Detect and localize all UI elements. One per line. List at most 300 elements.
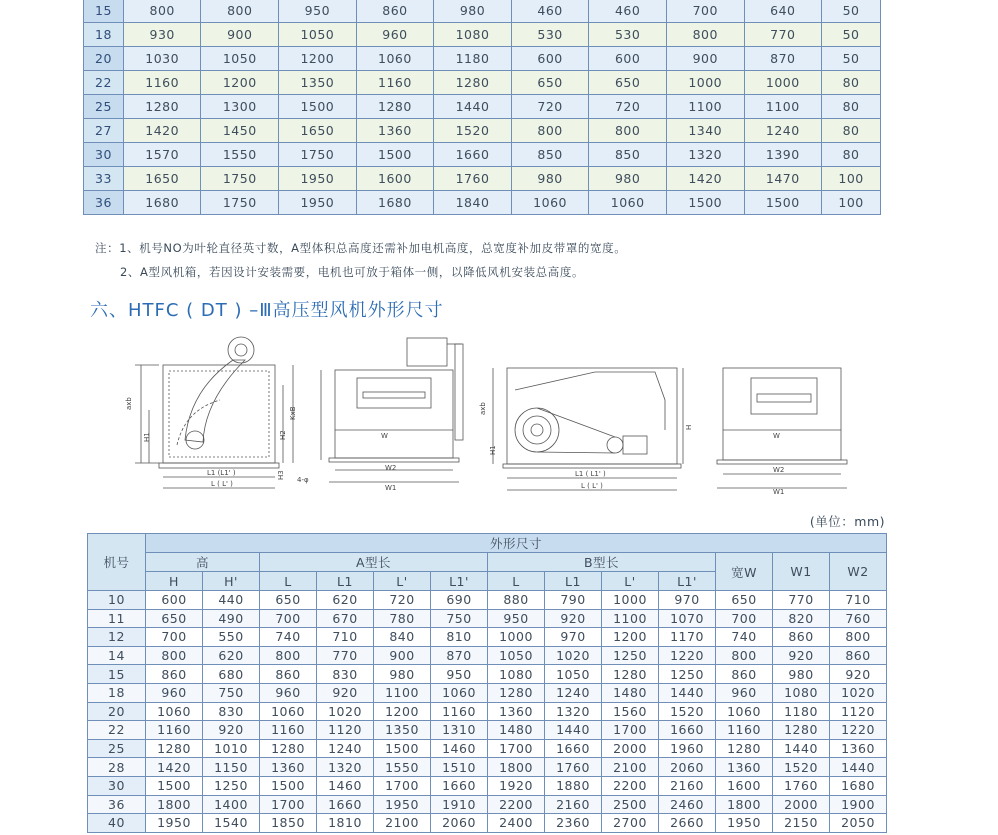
table-cell: 1520 xyxy=(659,702,716,721)
table-cell: 800 xyxy=(716,646,773,665)
model-number-cell: 28 xyxy=(88,758,146,777)
table-cell: 1760 xyxy=(434,167,512,191)
table-cell: 1010 xyxy=(203,739,260,758)
label-w-4: W xyxy=(773,432,780,440)
table-cell: 1310 xyxy=(431,721,488,740)
table-cell: 1160 xyxy=(431,702,488,721)
model-number-cell: 36 xyxy=(84,191,124,215)
table-cell: 2100 xyxy=(374,814,431,833)
table-cell: 1280 xyxy=(146,739,203,758)
table-cell: 1060 xyxy=(589,191,667,215)
table-cell: 720 xyxy=(511,95,589,119)
table-cell: 1850 xyxy=(260,814,317,833)
table-cell: 1500 xyxy=(279,95,357,119)
table-cell: 1750 xyxy=(201,167,279,191)
table-cell: 460 xyxy=(511,0,589,23)
table-row xyxy=(84,95,881,119)
table-cell: 1000 xyxy=(666,71,744,95)
table-cell: 900 xyxy=(374,646,431,665)
table-cell: 960 xyxy=(356,23,434,47)
table-cell: 1160 xyxy=(123,71,201,95)
label-h-3: H xyxy=(685,424,693,430)
table-cell: 1680 xyxy=(356,191,434,215)
table-cell: 710 xyxy=(830,591,887,610)
table-cell: 530 xyxy=(511,23,589,47)
table-cell: 1080 xyxy=(488,665,545,684)
table-cell: 720 xyxy=(374,591,431,610)
table-cell: 920 xyxy=(773,646,830,665)
table-cell: 1220 xyxy=(659,646,716,665)
table-cell: 2000 xyxy=(602,739,659,758)
table-cell: 100 xyxy=(822,191,881,215)
header-b-length: B型长 xyxy=(488,553,716,572)
table-cell: 1660 xyxy=(431,776,488,795)
table-cell: 1700 xyxy=(602,721,659,740)
model-number-cell: 12 xyxy=(88,628,146,647)
table-cell: 850 xyxy=(589,143,667,167)
table-cell: 100 xyxy=(822,167,881,191)
model-number-cell: 18 xyxy=(84,23,124,47)
table-cell: 2160 xyxy=(545,795,602,814)
table-cell: 1540 xyxy=(203,814,260,833)
sub-header-cell: L1' xyxy=(431,572,488,591)
sub-header-cell: H xyxy=(146,572,203,591)
table-cell: 490 xyxy=(203,609,260,628)
label-l-3: L ( L' ) xyxy=(581,482,603,490)
table-cell: 1360 xyxy=(260,758,317,777)
table-row xyxy=(88,721,887,740)
table-cell: 1460 xyxy=(317,776,374,795)
table-cell: 920 xyxy=(830,665,887,684)
table-row xyxy=(88,646,887,665)
table-cell: 800 xyxy=(146,646,203,665)
label-w-2: W xyxy=(381,432,388,440)
table-cell: 1000 xyxy=(744,71,822,95)
table-cell: 740 xyxy=(716,628,773,647)
table-cell: 1950 xyxy=(146,814,203,833)
table-cell: 1200 xyxy=(201,71,279,95)
table-cell: 1420 xyxy=(146,758,203,777)
table-cell: 1050 xyxy=(201,47,279,71)
table-cell: 1320 xyxy=(317,758,374,777)
table-row xyxy=(84,47,881,71)
table-cell: 920 xyxy=(545,609,602,628)
model-number-cell: 22 xyxy=(84,71,124,95)
table-cell: 2100 xyxy=(602,758,659,777)
sub-header-cell: L xyxy=(488,572,545,591)
label-w2-4: W2 xyxy=(773,466,785,474)
table-cell: 650 xyxy=(716,591,773,610)
table-cell: 1800 xyxy=(488,758,545,777)
table-cell: 1600 xyxy=(356,167,434,191)
table-cell: 770 xyxy=(317,646,374,665)
table-cell: 1460 xyxy=(431,739,488,758)
table-cell: 1360 xyxy=(830,739,887,758)
table-cell: 920 xyxy=(203,721,260,740)
sub-header-cell: L1 xyxy=(545,572,602,591)
table-cell: 1400 xyxy=(203,795,260,814)
table-cell: 900 xyxy=(666,47,744,71)
table-cell: 2360 xyxy=(545,814,602,833)
table-cell: 800 xyxy=(666,23,744,47)
table-cell: 1420 xyxy=(123,119,201,143)
table-cell: 1450 xyxy=(201,119,279,143)
fan-outline-drawings xyxy=(125,330,865,500)
table-cell: 1160 xyxy=(260,721,317,740)
table-cell: 80 xyxy=(822,71,881,95)
table-row xyxy=(84,0,881,23)
table-cell: 1950 xyxy=(279,191,357,215)
table-cell: 1050 xyxy=(545,665,602,684)
table-cell: 780 xyxy=(374,609,431,628)
table-cell: 1280 xyxy=(602,665,659,684)
table-cell: 1950 xyxy=(374,795,431,814)
table-row xyxy=(88,739,887,758)
table-cell: 2700 xyxy=(602,814,659,833)
table-cell: 1440 xyxy=(434,95,512,119)
table-cell: 2460 xyxy=(659,795,716,814)
model-number-cell: 27 xyxy=(84,119,124,143)
label-w1-4: W1 xyxy=(773,488,785,496)
table-cell: 1070 xyxy=(659,609,716,628)
table-cell: 1160 xyxy=(716,721,773,740)
table-cell: 650 xyxy=(260,591,317,610)
table-cell: 800 xyxy=(830,628,887,647)
table-cell: 1220 xyxy=(830,721,887,740)
drawing-front-view-a xyxy=(321,338,463,482)
table-cell: 1810 xyxy=(317,814,374,833)
table-cell: 1020 xyxy=(830,683,887,702)
table-cell: 550 xyxy=(203,628,260,647)
header-w1: W1 xyxy=(773,553,830,591)
table-cell: 920 xyxy=(317,683,374,702)
table-cell: 1500 xyxy=(146,776,203,795)
table-cell: 460 xyxy=(589,0,667,23)
table-cell: 530 xyxy=(589,23,667,47)
table-cell: 1510 xyxy=(431,758,488,777)
table-cell: 1240 xyxy=(317,739,374,758)
sub-header-cell: L1 xyxy=(317,572,374,591)
table-cell: 960 xyxy=(146,683,203,702)
table-cell: 1680 xyxy=(123,191,201,215)
table-cell: 760 xyxy=(830,609,887,628)
table-cell: 1390 xyxy=(744,143,822,167)
table-cell: 720 xyxy=(589,95,667,119)
table-cell: 1950 xyxy=(279,167,357,191)
table-cell: 800 xyxy=(201,0,279,23)
table-cell: 1060 xyxy=(356,47,434,71)
table-cell: 1700 xyxy=(488,739,545,758)
table-cell: 1100 xyxy=(666,95,744,119)
table-cell: 1280 xyxy=(356,95,434,119)
table-cell: 650 xyxy=(589,71,667,95)
label-h1-3: H1 xyxy=(489,445,497,455)
table-cell: 1440 xyxy=(830,758,887,777)
table-cell: 1750 xyxy=(201,191,279,215)
sub-header-cell: H' xyxy=(203,572,260,591)
table-cell: 800 xyxy=(260,646,317,665)
model-number-cell: 36 xyxy=(88,795,146,814)
table-cell: 80 xyxy=(822,143,881,167)
table-cell: 1360 xyxy=(356,119,434,143)
table-cell: 1320 xyxy=(545,702,602,721)
table-cell: 2050 xyxy=(830,814,887,833)
model-number-cell: 15 xyxy=(84,0,124,23)
table-cell: 690 xyxy=(431,591,488,610)
table-cell: 80 xyxy=(822,119,881,143)
table-cell: 1100 xyxy=(744,95,822,119)
table-cell: 1500 xyxy=(260,776,317,795)
table-row xyxy=(84,191,881,215)
model-number-cell: 25 xyxy=(88,739,146,758)
header-w2: W2 xyxy=(830,553,887,591)
label-l1-3: L1 ( L1' ) xyxy=(575,470,606,478)
table-cell: 1910 xyxy=(431,795,488,814)
table-cell: 1520 xyxy=(773,758,830,777)
table-cell: 1280 xyxy=(260,739,317,758)
table-row xyxy=(88,683,887,702)
table-cell: 1300 xyxy=(201,95,279,119)
table-cell: 1060 xyxy=(511,191,589,215)
model-number-cell: 33 xyxy=(84,167,124,191)
table-row xyxy=(84,119,881,143)
table-row xyxy=(88,628,887,647)
model-number-cell: 14 xyxy=(88,646,146,665)
table-cell: 980 xyxy=(773,665,830,684)
table-row xyxy=(84,71,881,95)
table-cell: 2000 xyxy=(773,795,830,814)
header-gao: 高 xyxy=(146,553,260,572)
table-cell: 1420 xyxy=(666,167,744,191)
table-cell: 860 xyxy=(773,628,830,647)
table-cell: 820 xyxy=(773,609,830,628)
table-cell: 1030 xyxy=(123,47,201,71)
table-row xyxy=(88,591,887,610)
table-cell: 860 xyxy=(830,646,887,665)
table-row xyxy=(88,776,887,795)
table-cell: 640 xyxy=(744,0,822,23)
label-w2-2: W2 xyxy=(385,464,397,472)
table-cell: 1470 xyxy=(744,167,822,191)
model-number-cell: 30 xyxy=(84,143,124,167)
table-cell: 710 xyxy=(317,628,374,647)
table-cell: 1550 xyxy=(201,143,279,167)
table-cell: 1520 xyxy=(434,119,512,143)
table-cell: 2060 xyxy=(431,814,488,833)
table-cell: 1180 xyxy=(773,702,830,721)
table-cell: 1060 xyxy=(716,702,773,721)
table-cell: 860 xyxy=(260,665,317,684)
model-number-cell: 20 xyxy=(84,47,124,71)
table-cell: 1900 xyxy=(830,795,887,814)
table-cell: 1180 xyxy=(434,47,512,71)
table-cell: 980 xyxy=(434,0,512,23)
table-cell: 1320 xyxy=(666,143,744,167)
table-row xyxy=(88,758,887,777)
table-cell: 1500 xyxy=(356,143,434,167)
table-cell: 1020 xyxy=(545,646,602,665)
table-cell: 830 xyxy=(203,702,260,721)
model-number-cell: 15 xyxy=(88,665,146,684)
table-cell: 1150 xyxy=(203,758,260,777)
table-cell: 1060 xyxy=(431,683,488,702)
table-cell: 1660 xyxy=(659,721,716,740)
table-cell: 840 xyxy=(374,628,431,647)
table-cell: 1280 xyxy=(123,95,201,119)
table-cell: 1440 xyxy=(659,683,716,702)
table-cell: 1170 xyxy=(659,628,716,647)
table-cell: 1360 xyxy=(488,702,545,721)
table-cell: 1240 xyxy=(744,119,822,143)
table-cell: 1360 xyxy=(716,758,773,777)
table-cell: 970 xyxy=(545,628,602,647)
header-a-length: A型长 xyxy=(260,553,488,572)
table-cell: 1050 xyxy=(488,646,545,665)
table-cell: 1560 xyxy=(602,702,659,721)
table-cell: 1480 xyxy=(488,721,545,740)
table-cell: 950 xyxy=(279,0,357,23)
bottom-table-body xyxy=(88,591,887,833)
table-cell: 1960 xyxy=(659,739,716,758)
table-cell: 1280 xyxy=(434,71,512,95)
table-cell: 700 xyxy=(716,609,773,628)
drawing-side-view-a xyxy=(135,337,293,488)
top-table-body xyxy=(84,0,881,215)
header-width: 宽W xyxy=(716,553,773,591)
table-cell: 860 xyxy=(716,665,773,684)
table-cell: 680 xyxy=(203,665,260,684)
sub-header-cell: L' xyxy=(374,572,431,591)
label-kxb-1: KxB xyxy=(289,406,297,420)
table-row xyxy=(88,609,887,628)
table-cell: 830 xyxy=(317,665,374,684)
table-cell: 650 xyxy=(511,71,589,95)
label-bolt-2: 4-φ xyxy=(297,476,309,484)
table-cell: 1350 xyxy=(374,721,431,740)
unit-label: (单位：mm) xyxy=(809,514,885,529)
table-cell: 880 xyxy=(488,591,545,610)
table-cell: 600 xyxy=(511,47,589,71)
sub-header-cell: L xyxy=(260,572,317,591)
table-cell: 810 xyxy=(431,628,488,647)
table-cell: 1250 xyxy=(203,776,260,795)
table-cell: 2200 xyxy=(602,776,659,795)
table-cell: 1660 xyxy=(545,739,602,758)
table-cell: 2660 xyxy=(659,814,716,833)
table-cell: 2400 xyxy=(488,814,545,833)
table-cell: 970 xyxy=(659,591,716,610)
table-cell: 800 xyxy=(511,119,589,143)
table-cell: 1080 xyxy=(773,683,830,702)
table-cell: 1650 xyxy=(123,167,201,191)
table-cell: 1200 xyxy=(602,628,659,647)
model-number-cell: 18 xyxy=(88,683,146,702)
table-cell: 800 xyxy=(123,0,201,23)
model-number-cell: 10 xyxy=(88,591,146,610)
model-number-cell: 25 xyxy=(84,95,124,119)
table-cell: 980 xyxy=(374,665,431,684)
table-cell: 740 xyxy=(260,628,317,647)
table-cell: 1550 xyxy=(374,758,431,777)
table-cell: 900 xyxy=(201,23,279,47)
table-cell: 790 xyxy=(545,591,602,610)
bottom-table-head xyxy=(88,534,887,591)
table-cell: 1250 xyxy=(602,646,659,665)
table-cell: 2200 xyxy=(488,795,545,814)
table-cell: 1600 xyxy=(716,776,773,795)
table-cell: 1760 xyxy=(545,758,602,777)
table-cell: 1240 xyxy=(545,683,602,702)
table-cell: 1440 xyxy=(545,721,602,740)
table-cell: 1570 xyxy=(123,143,201,167)
table-cell: 800 xyxy=(589,119,667,143)
label-l1-1: L1 (L1' ) xyxy=(207,469,236,477)
table-cell: 1950 xyxy=(716,814,773,833)
table-cell: 50 xyxy=(822,0,881,23)
table-cell: 850 xyxy=(511,143,589,167)
table-row xyxy=(88,702,887,721)
table-cell: 870 xyxy=(431,646,488,665)
note-2: 2、A型风机箱，若因设计安装需要，电机也可放于箱体一侧，以降低风机安装总高度。 xyxy=(120,265,585,279)
table-cell: 2500 xyxy=(602,795,659,814)
section-title: 六、HTFC ( DT ) –Ⅲ高压型风机外形尺寸 xyxy=(90,300,444,321)
sub-header-cell: L' xyxy=(602,572,659,591)
table-cell: 700 xyxy=(260,609,317,628)
table-cell: 980 xyxy=(511,167,589,191)
model-number-cell: 11 xyxy=(88,609,146,628)
table-cell: 1100 xyxy=(602,609,659,628)
table-cell: 1920 xyxy=(488,776,545,795)
table-cell: 1000 xyxy=(488,628,545,647)
label-h3-2: H3 xyxy=(277,470,285,480)
table-cell: 930 xyxy=(123,23,201,47)
table-cell: 1680 xyxy=(830,776,887,795)
table-cell: 1280 xyxy=(488,683,545,702)
sub-header-cell: L1' xyxy=(659,572,716,591)
table-cell: 700 xyxy=(146,628,203,647)
table-cell: 1350 xyxy=(279,71,357,95)
table-cell: 650 xyxy=(146,609,203,628)
table-cell: 1800 xyxy=(716,795,773,814)
header-outer-size: 外形尺寸 xyxy=(146,534,887,553)
table-cell: 1480 xyxy=(602,683,659,702)
table-cell: 1120 xyxy=(830,702,887,721)
table-cell: 600 xyxy=(589,47,667,71)
label-w1-2: W1 xyxy=(385,484,397,492)
table-cell: 1340 xyxy=(666,119,744,143)
table-cell: 860 xyxy=(146,665,203,684)
table-cell: 1660 xyxy=(434,143,512,167)
label-l-1: L ( L' ) xyxy=(211,480,233,488)
table-cell: 80 xyxy=(822,95,881,119)
table-cell: 1000 xyxy=(602,591,659,610)
table-cell: 750 xyxy=(431,609,488,628)
table-cell: 1100 xyxy=(374,683,431,702)
table-cell: 1250 xyxy=(659,665,716,684)
table-cell: 1840 xyxy=(434,191,512,215)
table-cell: 1880 xyxy=(545,776,602,795)
table-cell: 960 xyxy=(716,683,773,702)
table-row xyxy=(88,665,887,684)
table-cell: 1700 xyxy=(260,795,317,814)
table-cell: 960 xyxy=(260,683,317,702)
table-cell: 700 xyxy=(666,0,744,23)
table-cell: 860 xyxy=(356,0,434,23)
label-axb-3: axb xyxy=(479,402,487,415)
table-cell: 670 xyxy=(317,609,374,628)
table-cell: 440 xyxy=(203,591,260,610)
table-cell: 1500 xyxy=(666,191,744,215)
